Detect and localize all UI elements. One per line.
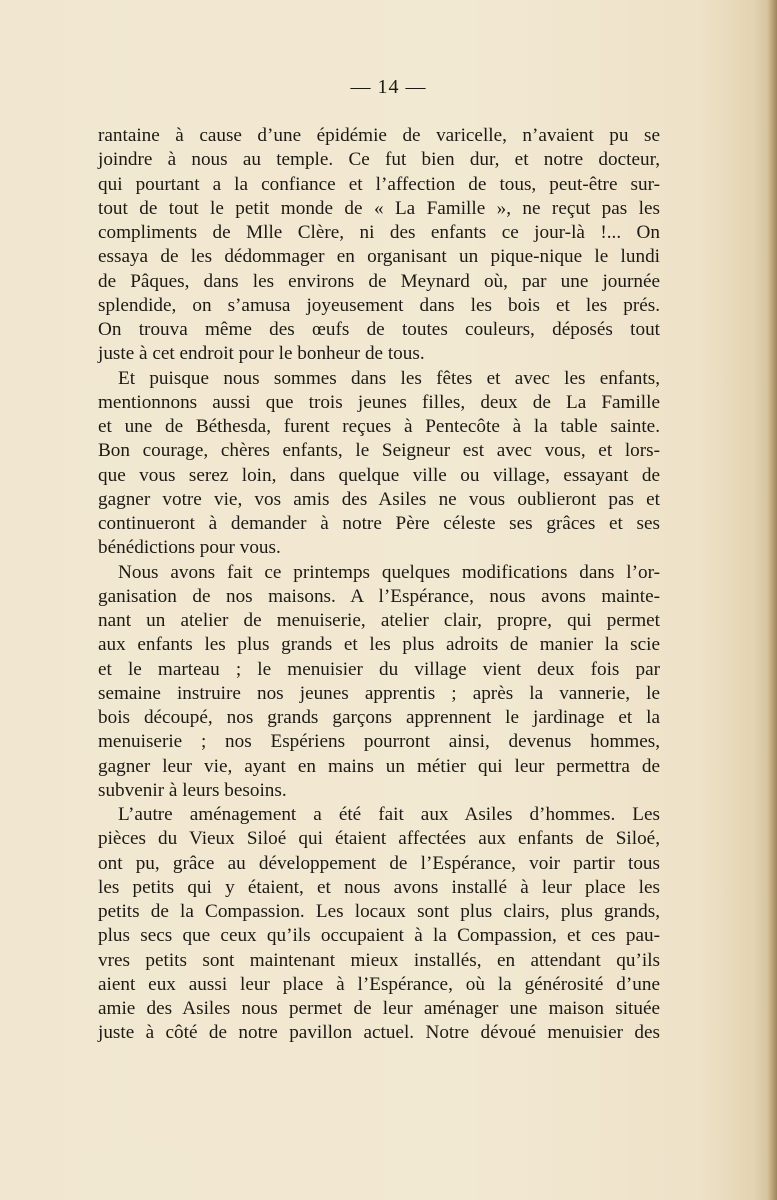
- text-line: aux enfants les plus grands et les plus adroits de manier la scie: [98, 634, 660, 656]
- text-line: les petits qui y étaient, et nous avons installé à leur place les: [98, 876, 660, 898]
- text-line: nant un atelier de menuiserie, atelier clair, propre, qui permet: [98, 610, 660, 631]
- text-line: splendide, on s’amusa joyeusement dans les bois et les prés.: [98, 294, 660, 316]
- text-line: Et puisque nous sommes dans les fêtes et avec les enfants,: [118, 367, 660, 389]
- text-line: continueront à demander à notre Père céleste ses grâces et ses: [98, 513, 660, 534]
- text-line: qui pourtant a la confiance et l’affection de tous, peut-être sur-: [98, 173, 660, 195]
- text-line: petits de la Compassion. Les locaux sont plus clairs, plus grands,: [98, 901, 660, 922]
- text-line: vres petits sont maintenant mieux installés, en attendant qu’ils: [98, 949, 660, 971]
- text-line: plus secs que ceux qu’ils occupaient à la Compassion, et ces pau-: [98, 925, 660, 947]
- text-line: ganisation de nos maisons. A l’Espérance, nous avons mainte-: [98, 585, 660, 607]
- text-line: et une de Béthesda, furent reçues à Pentecôte à la table sainte.: [98, 416, 660, 437]
- text-line: et le marteau ; le menuisier du village vient deux fois par: [98, 658, 660, 680]
- text-line: gagner leur vie, ayant en mains un métier qui leur permettra de: [98, 755, 660, 777]
- text-line: compliments de Mlle Clère, ni des enfants ce jour-là !... On: [98, 222, 660, 243]
- text-line: menuiserie ; nos Espériens pourront ainsi, devenus hommes,: [98, 731, 660, 753]
- text-line: juste à cet endroit pour le bonheur de tous.: [98, 343, 425, 365]
- text-line: On trouva même des œufs de toutes couleurs, déposés tout: [98, 319, 660, 340]
- text-line: ont pu, grâce au développement de l’Espérance, voir partir tous: [98, 852, 660, 874]
- body-text: [98, 124, 660, 1046]
- text-line: essaya de les dédommager en organisant un pique-nique le lundi: [98, 246, 660, 268]
- text-line: juste à côté de notre pavillon actuel. Notre dévoué menuisier des: [98, 1022, 660, 1044]
- text-line: bénédictions pour vous.: [98, 537, 281, 559]
- text-line: gagner votre vie, vos amis des Asiles ne vous oublieront pas et: [98, 488, 660, 510]
- text-line: que vous serez loin, dans quelque ville ou village, essayant de: [98, 464, 660, 486]
- text-line: de Pâques, dans les environs de Meynard où, par une journée: [98, 270, 660, 292]
- text-line: mentionnons aussi que trois jeunes filles, deux de La Famille: [98, 391, 660, 413]
- page-edge: [767, 0, 777, 1200]
- text-line: tout de tout le petit monde de « La Famille », ne reçut pas les: [98, 197, 660, 219]
- text-line: semaine instruire nos jeunes apprentis ; après la vannerie, le: [98, 682, 660, 704]
- text-line: rantaine à cause d’une épidémie de varicelle, n’avaient pu se: [98, 125, 660, 146]
- page-number: — 14 —: [350, 76, 427, 98]
- text-line: Nous avons fait ce printemps quelques modifications dans l’or-: [118, 561, 660, 583]
- text-line: pièces du Vieux Siloé qui étaient affectées aux enfants de Siloé,: [98, 828, 660, 850]
- text-line: subvenir à leurs besoins.: [98, 779, 287, 801]
- text-line: bois découpé, nos grands garçons apprennent le jardinage et la: [98, 707, 660, 728]
- text-line: joindre à nous au temple. Ce fut bien dur, et notre docteur,: [98, 149, 660, 171]
- text-line: L’autre aménagement a été fait aux Asiles d’hommes. Les: [118, 804, 660, 825]
- text-line: aient eux aussi leur place à l’Espérance, où la générosité d’une: [98, 973, 660, 995]
- text-line: Bon courage, chères enfants, le Seigneur est avec vous, et lors-: [98, 440, 660, 462]
- text-line: amie des Asiles nous permet de leur aménager une maison située: [98, 998, 660, 1019]
